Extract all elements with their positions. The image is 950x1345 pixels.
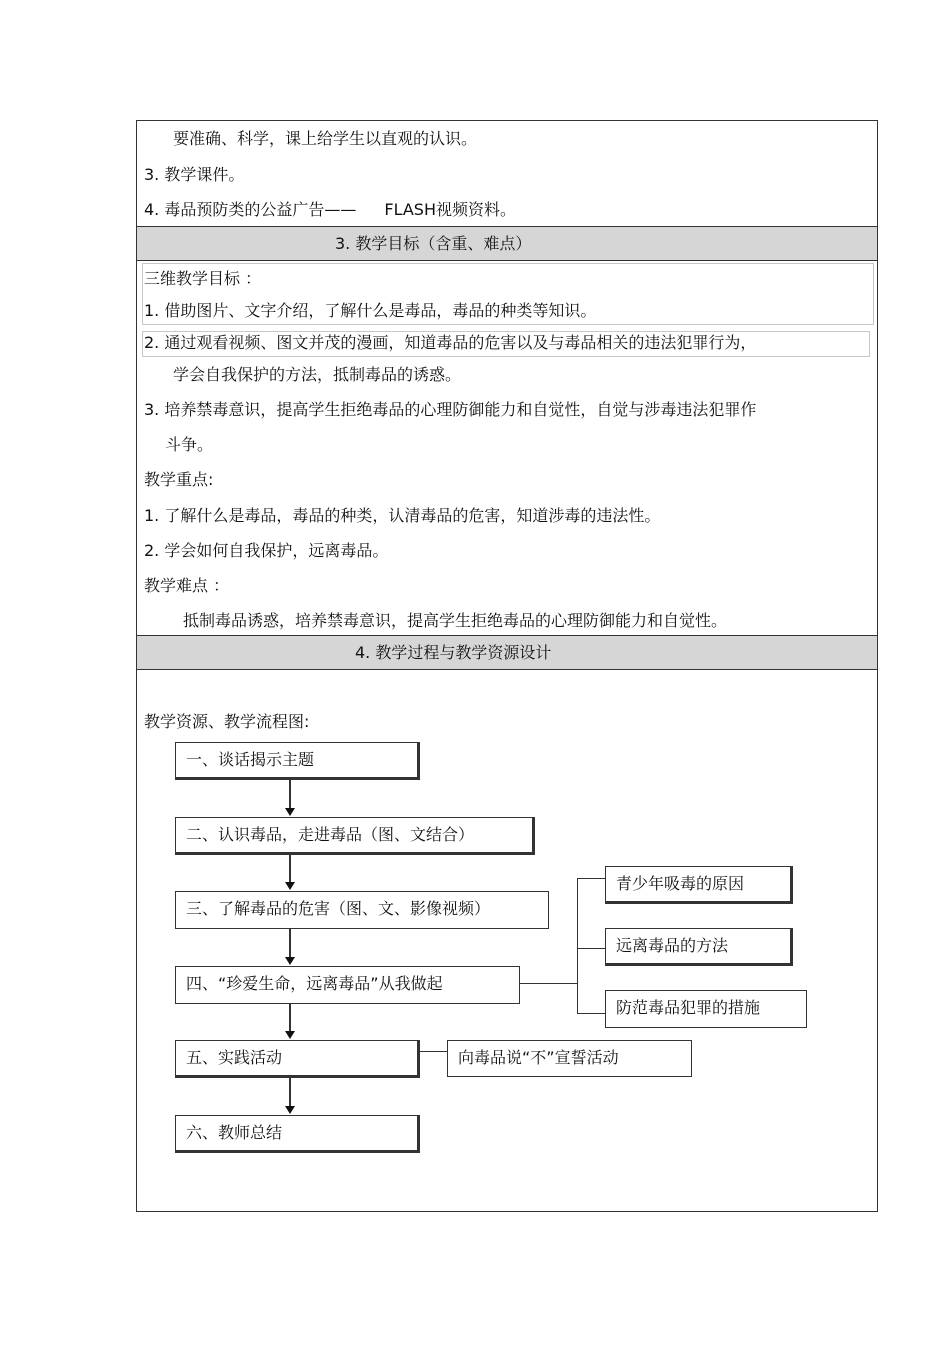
three-dim-goals-title: 三维教学目标 ： [144,269,262,288]
goal-3-line2: 斗争。 [165,435,214,454]
goal-2-line1: 2. 通过观看视频、图文并茂的漫画，知道毒品的危害以及与毒品相关的违法犯罪行为， [144,333,757,352]
branch-connector-vertical [577,878,578,1014]
key-point-1: 1. 了解什么是毒品，毒品的种类，认清毒品的危害，知道涉毒的违法性。 [144,506,661,525]
flow-step-1: 一、谈话揭示主题 [175,742,420,780]
goal-2-line2: 学会自我保护的方法，抵制毒品的诱惑。 [173,365,462,384]
arrow-4-5-shaft [289,1004,291,1031]
materials-item-4-text: 4. 毒品预防类的公益广告—— [144,200,357,219]
flow-step-3: 三、了解毒品的危害（图、文、影像视频） [175,891,549,929]
flowchart-title: 教学资源、教学流程图: [144,712,310,731]
materials-item-4-flash: FLASH视频资料。 [384,200,516,219]
arrow-1-2-shaft [289,780,291,808]
arrow-4-5-head [285,1031,295,1039]
goal-1: 1. 借助图片、文字介绍，了解什么是毒品，毒品的种类等知识。 [144,301,597,320]
materials-item-4 [144,200,516,220]
branch-box-2: 远离毒品的方法 [605,928,793,966]
section4-title: 4. 教学过程与教学资源设计 [355,643,552,662]
section3-title: 3. 教学目标（含重、难点） [335,234,532,253]
key-point-2: 2. 学会如何自我保护，远离毒品。 [144,541,389,560]
branch-connector-3 [577,1013,605,1014]
branch-connector-1 [577,878,605,879]
materials-item-3: 3. 教学课件。 [144,165,245,184]
difficulty-title: 教学难点 ： [144,576,230,595]
materials-continuation: 要准确、科学，课上给学生以直观的认识。 [173,129,478,148]
branch-box-3: 防范毒品犯罪的措施 [605,990,807,1028]
arrow-1-2-head [285,808,295,816]
key-points-title: 教学重点: [144,470,214,489]
arrow-5-6-shaft [289,1078,291,1106]
branch-connector-2 [577,948,605,949]
flow-step-2: 二、认识毒品，走进毒品（图、文结合） [175,817,535,855]
goal-3-line1: 3. 培养禁毒意识，提高学生拒绝毒品的心理防御能力和自觉性，自觉与涉毒违法犯罪作 [144,400,757,419]
arrow-2-3-shaft [289,855,291,882]
arrow-3-4-head [285,957,295,965]
activity-box: 向毒品说“不”宣誓活动 [447,1040,692,1077]
section4-header [137,635,877,670]
branch-connector-main [520,983,577,984]
branch-box-1: 青少年吸毒的原因 [605,866,793,904]
flow-step-6: 六、教师总结 [175,1115,420,1153]
flow-step-5: 五、实践活动 [175,1040,420,1078]
lesson-plan-table [136,120,878,1212]
activity-connector [420,1051,448,1052]
arrow-5-6-head [285,1106,295,1114]
arrow-2-3-head [285,882,295,890]
flow-step-4: 四、“珍爱生命，远离毒品”从我做起 [175,966,520,1004]
difficulty-text: 抵制毒品诱惑，培养禁毒意识，提高学生拒绝毒品的心理防御能力和自觉性。 [183,611,728,630]
arrow-3-4-shaft [289,929,291,957]
section3-header [137,226,877,261]
